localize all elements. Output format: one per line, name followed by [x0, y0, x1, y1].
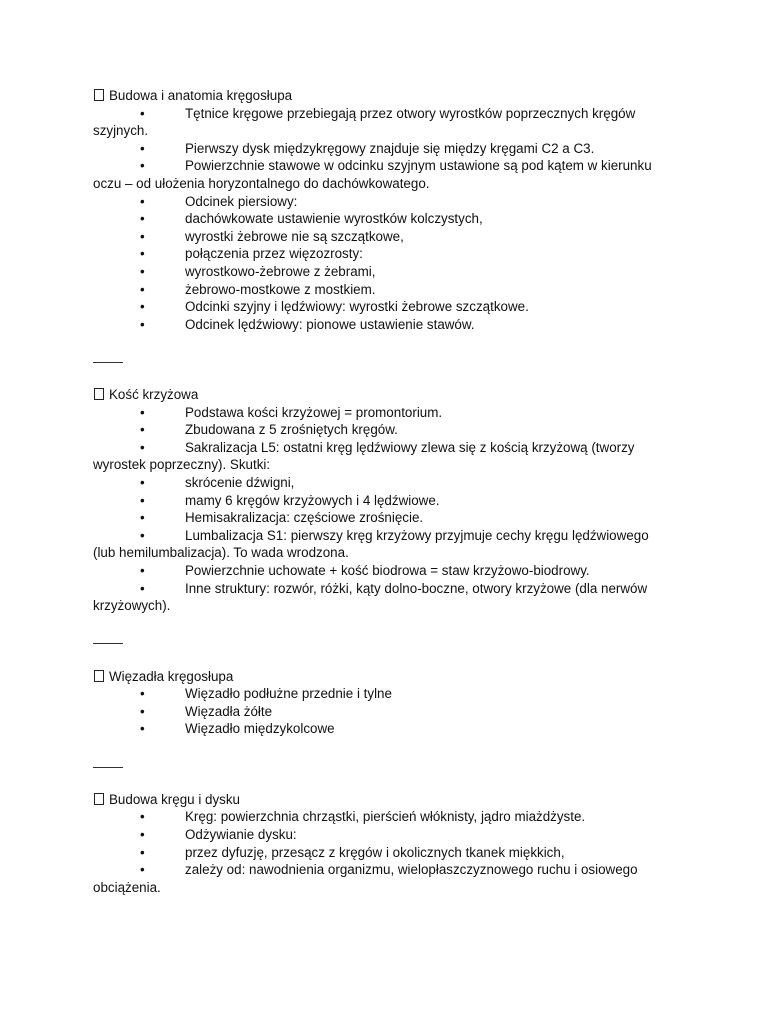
bullet-icon: • — [140, 228, 145, 244]
bullet-icon: • — [140, 299, 145, 315]
list-item-text: skrócenie dźwigni, — [185, 475, 295, 491]
section — [93, 668, 673, 738]
list-item-text: Podstawa kości krzyżowej = promontorium. — [185, 404, 443, 420]
bullet-icon: • — [140, 193, 145, 209]
list-item-text: wyrostkowo-żebrowe z żebrami, — [185, 263, 376, 279]
bullet-icon: • — [140, 721, 145, 737]
list-item-text: mamy 6 kręgów krzyżowych i 4 lędźwiowe. — [185, 492, 440, 508]
bullet-icon: • — [140, 826, 145, 842]
list-item — [93, 826, 673, 844]
blank-line — [93, 650, 673, 668]
bullet-icon: • — [140, 510, 145, 526]
list-item — [93, 720, 673, 738]
list-item-text: Odżywianie dysku: — [185, 826, 297, 842]
list-item — [93, 245, 673, 263]
bullet-icon: • — [140, 281, 145, 297]
section — [93, 87, 673, 333]
list-item — [93, 509, 673, 527]
bullet-icon: • — [140, 492, 145, 508]
section-heading — [93, 791, 673, 809]
list-item — [93, 562, 673, 580]
section-heading-text: Więzadła kręgosłupa — [109, 668, 234, 684]
bullet-icon: • — [140, 862, 145, 878]
list-item — [93, 157, 673, 192]
checkbox-glyph-icon — [94, 388, 104, 400]
bullet-icon: • — [140, 105, 145, 121]
blank-line — [93, 738, 673, 756]
list-item — [93, 105, 673, 140]
list-item — [93, 844, 673, 862]
list-item — [93, 404, 673, 422]
bullet-icon: • — [140, 246, 145, 262]
checkbox-glyph-icon — [94, 89, 104, 101]
bullet-icon: • — [140, 580, 145, 596]
bullet-icon: • — [140, 422, 145, 438]
list-item-text: Zbudowana z 5 zrośniętych kręgów. — [185, 422, 398, 438]
list-item — [93, 193, 673, 211]
list-item — [93, 580, 673, 615]
list-item — [93, 703, 673, 721]
blank-line — [93, 773, 673, 791]
bullet-icon: • — [140, 475, 145, 491]
bullet-icon: • — [140, 211, 145, 227]
checkbox-glyph-icon — [94, 793, 104, 805]
bullet-icon: • — [140, 140, 145, 156]
bullet-icon: • — [140, 809, 145, 825]
list-item — [93, 808, 673, 826]
list-item — [93, 527, 673, 562]
list-item-text: połączenia przez więzozrosty: — [185, 246, 363, 262]
blank-line — [93, 333, 673, 351]
list-item-text: dachówkowate ustawienie wyrostków kolczystych, — [185, 211, 483, 227]
bullet-icon: • — [140, 686, 145, 702]
list-item-text: Powierzchnie uchowate + kość biodrowa = staw krzyżowo-biodrowy. — [185, 563, 590, 579]
blank-line — [93, 369, 673, 387]
section-heading-text: Budowa kręgu i dysku — [109, 791, 241, 807]
bullet-icon: • — [140, 527, 145, 543]
list-item — [93, 421, 673, 439]
checkbox-glyph-icon — [94, 670, 104, 682]
list-item-text: Więzadło podłużne przednie i tylne — [185, 686, 392, 702]
list-item-text: Więzadła żółte — [185, 703, 273, 719]
list-item-text: przez dyfuzję, przesącz z kręgów i okolicznych tkanek miękkich, — [185, 844, 565, 860]
list-item-text: Odcinek lędźwiowy: pionowe ustawienie stawów. — [185, 316, 475, 332]
bullet-icon: • — [140, 263, 145, 279]
list-item — [93, 492, 673, 510]
list-item-text: Powierzchnie stawowe w odcinku szyjnym ustawione są pod kątem w kierunku oczu – od ułożenia horyzontalnego do dachówkowatego. — [93, 158, 652, 191]
bullet-icon: • — [140, 404, 145, 420]
section-heading — [93, 87, 673, 105]
list-item — [93, 439, 673, 474]
section-heading-text: Kość krzyżowa — [109, 387, 199, 403]
section — [93, 791, 673, 897]
list-item — [93, 685, 673, 703]
section — [93, 386, 673, 615]
list-item-text: zależy od: nawodnienia organizmu, wielopłaszczyznowego ruchu i osiowego obciążenia. — [93, 862, 638, 895]
list-item-text: Lumbalizacja S1: pierwszy kręg krzyżowy przyjmuje cechy kręgu lędźwiowego (lub hemilumbalizacja). To wada wrodzona. — [93, 527, 649, 561]
list-item — [93, 210, 673, 228]
list-item — [93, 298, 673, 316]
list-item-text: Tętnice kręgowe przebiegają przez otwory wyrostków poprzecznych kręgów szyjnych. — [93, 105, 636, 139]
list-item-text: Inne struktury: rozwór, różki, kąty dolno-boczne, otwory krzyżowe (dla nerwów krzyżowych). — [93, 580, 648, 614]
list-item — [93, 263, 673, 281]
list-item-text: Kręg: powierzchnia chrząstki, pierścień włóknisty, jądro miażdżyste. — [185, 809, 586, 825]
bullet-icon: • — [140, 563, 145, 579]
list-item-text: żebrowo-mostkowe z mostkiem. — [185, 281, 376, 297]
document-body — [93, 87, 673, 896]
list-item-text: Hemisakralizacja: częściowe zrośnięcie. — [185, 510, 424, 526]
list-item — [93, 228, 673, 246]
section-heading — [93, 386, 673, 404]
list-item — [93, 316, 673, 334]
list-item-text: Pierwszy dysk międzykręgowy znajduje się między kręgami C2 a C3. — [185, 140, 595, 156]
list-item-text: Odcinki szyjny i lędźwiowy: wyrostki żebrowe szczątkowe. — [185, 299, 529, 315]
list-item — [93, 861, 673, 896]
bullet-icon: • — [140, 439, 145, 455]
bullet-icon: • — [140, 703, 145, 719]
section-divider — [93, 351, 123, 369]
bullet-icon: • — [140, 844, 145, 860]
blank-line — [93, 615, 673, 633]
list-item-text: Sakralizacja L5: ostatni kręg lędźwiowy zlewa się z kością krzyżową (tworzy wyrostek poprzeczny). Skutki: — [93, 439, 635, 473]
list-item — [93, 474, 673, 492]
section-heading — [93, 668, 673, 686]
section-divider — [93, 756, 123, 774]
section-divider — [93, 632, 123, 650]
list-item-text: Odcinek piersiowy: — [185, 193, 298, 209]
bullet-icon: • — [140, 158, 145, 174]
bullet-icon: • — [140, 316, 145, 332]
list-item — [93, 140, 673, 158]
list-item-text: Więzadło międzykolcowe — [185, 721, 335, 737]
list-item — [93, 281, 673, 299]
section-heading-text: Budowa i anatomia kręgosłupa — [109, 88, 293, 103]
list-item-text: wyrostki żebrowe nie są szczątkowe, — [185, 228, 404, 244]
